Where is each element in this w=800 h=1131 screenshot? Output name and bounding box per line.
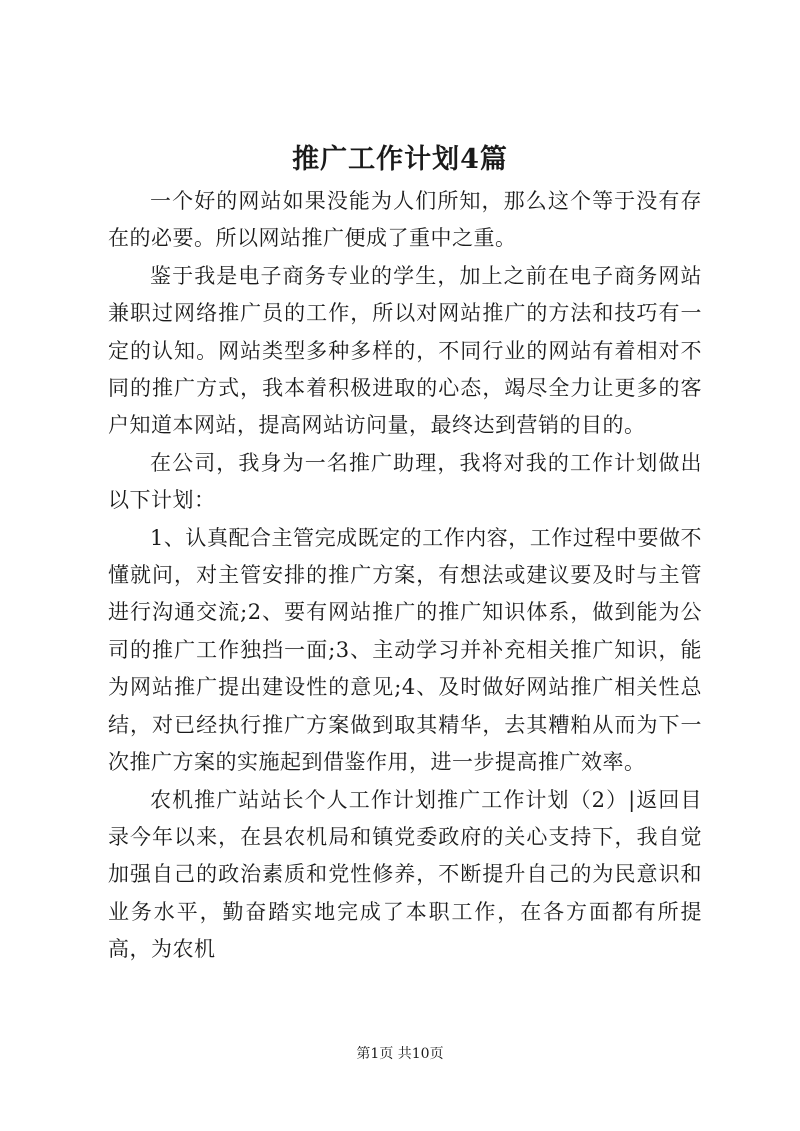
paragraph-plan-items: 1、认真配合主管完成既定的工作内容，工作过程中要做不懂就问，对主管安排的推广方案，有想法或建议要及时与主管进行沟通交流;2、要有网站推广的推广知识体系，做到能为公司的推广工作独挡一面;3、主动学习并补充相关推广知识，能为网站推广提出建设性的意见;4、及时做好网站推广相关性总结，对已经执行推广方案做到取其精华，去其糟粕从而为下一次推广方案的实施起到借鉴作用，进一步提高推广效率。: [108, 525, 702, 775]
paragraph-plan-lead: 在公司，我身为一名推广助理，我将对我的工作计划做出以下计划：: [108, 450, 702, 513]
paragraph-intro: 一个好的网站如果没能为人们所知，那么这个等于没有存在的必要。所以网站推广便成了重中之重。: [108, 189, 702, 251]
paragraph-background: 鉴于我是电子商务专业的学生，加上之前在电子商务网站兼职过网络推广员的工作，所以对网站推广的方法和技巧有一定的认知。网站类型多种多样的，不同行业的网站有着相对不同的推广方式，我本着积极进取的心态，竭尽全力让更多的客户知道本网站，提高网站访问量，最终达到营销的目的。: [108, 263, 702, 438]
document-title: 推广工作计划4篇: [292, 144, 508, 175]
paragraph-section-2: 农机推广站站长个人工作计划推广工作计划（2）|返回目录今年以来，在县农机局和镇党委政府的关心支持下，我自觉加强自己的政治素质和党性修养，不断提升自己的为民意识和业务水平，勤奋踏实地完成了本职工作，在各方面都有所提高，为农机: [108, 787, 702, 962]
document-body: [108, 183, 702, 969]
page-number-footer: 第1页 共10页: [356, 1046, 444, 1062]
